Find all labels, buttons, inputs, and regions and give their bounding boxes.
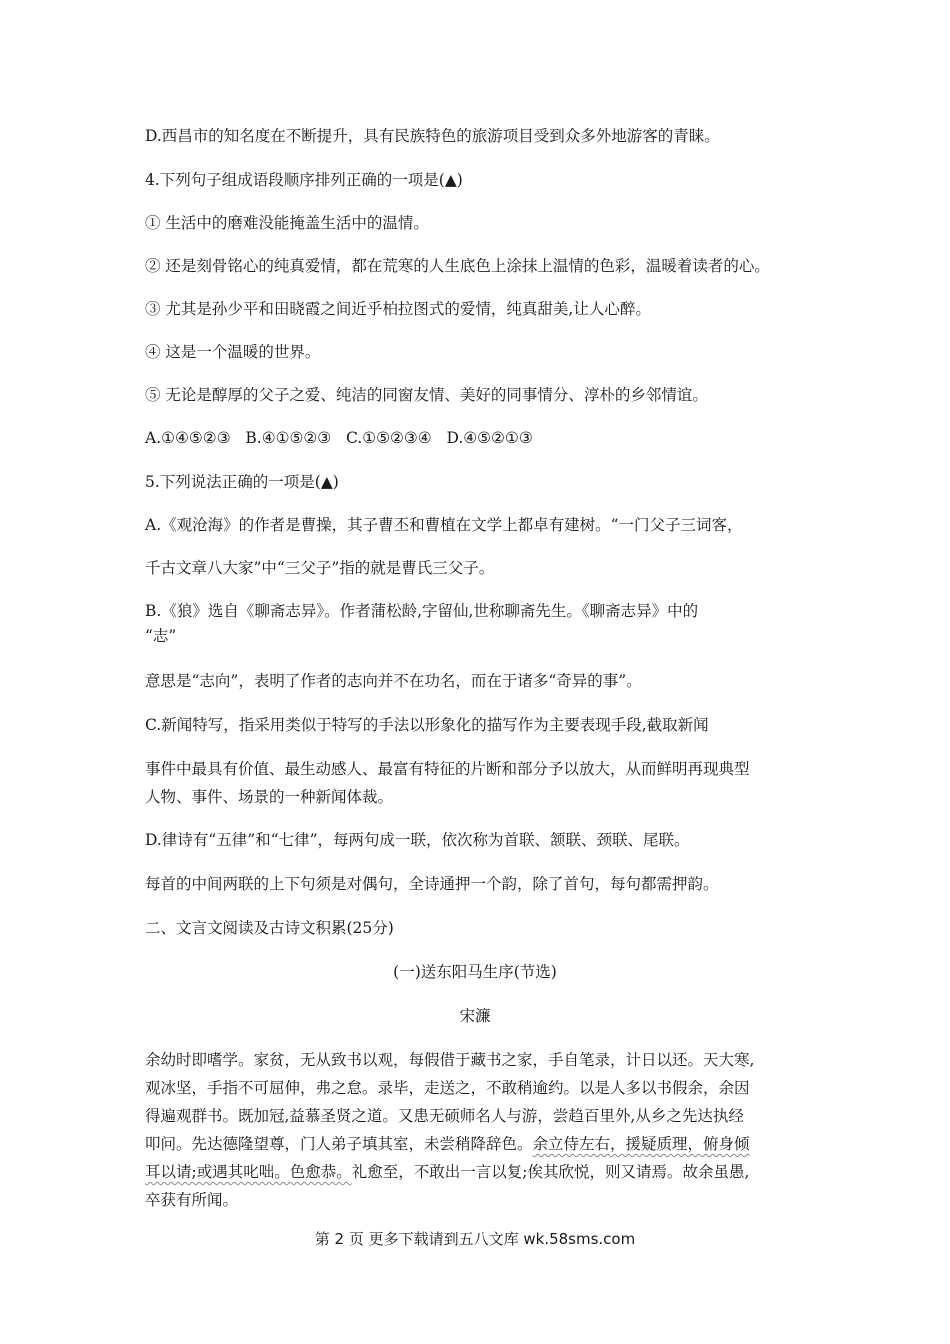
q4-sentence-4: ④ 这是一个温暖的世界。 — [145, 343, 321, 361]
q4-options: A.①④⑤②③ B.④①⑤②③ C.①⑤②③④ D.④⑤②①③ — [145, 429, 533, 447]
passage-line-1: 余幼时即嗜学。家贫，无从致书以观，每假借于藏书之家，手自笔录，计日以还。天大寒, — [145, 1051, 755, 1069]
passage-line-5-underlined: 耳以请;或遇其叱咄。色愈恭。 — [145, 1163, 352, 1181]
q4-sentence-1: ① 生活中的磨难没能掩盖生活中的温情。 — [145, 214, 429, 232]
q4-sentence-3: ③ 尤其是孙少平和田晓霞之间近乎柏拉图式的爱情，纯真甜美,让人心醉。 — [145, 300, 651, 318]
q5-line-6: C.新闻特写，指采用类似于特写的手法以形象化的描写作为主要表现手段,截取新闻 — [145, 716, 709, 734]
passage-line-6: 卒获有所闻。 — [145, 1191, 239, 1209]
q4-stem: 4.下列句子组成语段顺序排列正确的一项是(▲) — [145, 171, 463, 189]
passage-line-5-plain: 礼愈至，不敢出一言以复;俟其欣悦，则又请焉。故余虽愚, — [351, 1163, 750, 1181]
q5-line-2: 千古文章八大家”中“三父子”指的就是曹氏三父子。 — [145, 559, 495, 577]
q5-line-4: “志” — [145, 627, 177, 645]
q5-line-5: 意思是“志向”，表明了作者的志向并不在功名，而在于诸多“奇异的事”。 — [145, 672, 642, 690]
q5-line-1: A.《观沧海》的作者是曹操，其子曹丕和曹植在文学上都卓有建树。“一门父子三词客， — [145, 516, 743, 534]
q3-option-d: D.西昌市的知名度在不断提升，具有民族特色的旅游项目受到众多外地游客的青睐。 — [145, 127, 720, 145]
q5-line-7: 事件中最具有价值、最生动感人、最富有特征的片断和部分予以放大，从而鲜明再现典型 — [145, 760, 750, 778]
q5-line-8: 人物、事件、场景的一种新闻体裁。 — [145, 788, 394, 806]
q4-sentence-2: ② 还是刻骨铭心的纯真爱情，都在荒寒的人生底色上涂抹上温情的色彩，温暖着读者的心。 — [145, 257, 770, 275]
passage-line-2: 观冰坚，手指不可屈伸，弗之怠。录毕，走送之，不敢稍逾约。以是人多以书假余，余因 — [145, 1079, 750, 1097]
q4-sentence-5: ⑤ 无论是醇厚的父子之爱、纯洁的同窗友情、美好的同事情分、淳朴的乡邻情谊。 — [145, 386, 708, 404]
passage-line-5 — [145, 1161, 749, 1183]
passage-line-3: 得遍观群书。既加冠,益慕圣贤之道。又患无硕师名人与游，尝趋百里外,从乡之先达执经 — [145, 1107, 744, 1125]
passage-author: 宋濂 — [459, 1007, 491, 1025]
passage-title: (一)送东阳马生序(节选) — [393, 963, 557, 981]
q5-stem: 5.下列说法正确的一项是(▲) — [145, 473, 339, 491]
passage-line-4-underlined: 余立侍左右，援疑质理，俯身倾 — [532, 1135, 750, 1153]
passage-line-4-plain: 叩问。先达德隆望尊，门人弟子填其室，未尝稍降辞色。 — [145, 1135, 533, 1153]
section-heading: 二、文言文阅读及古诗文积累(25分) — [145, 919, 394, 937]
page-footer: 第 2 页 更多下载请到五八文库 wk.58sms.com — [314, 1230, 636, 1248]
q5-line-10: 每首的中间两联的上下句须是对偶句，全诗通押一个韵，除了首句，每句都需押韵。 — [145, 875, 719, 893]
passage-line-4 — [145, 1133, 750, 1155]
q5-line-9: D.律诗有“五律”和“七律”，每两句成一联，依次称为首联、颔联、颈联、尾联。 — [145, 831, 690, 849]
q5-line-3: B.《狼》选自《聊斋志异》。作者蒲松龄,字留仙,世称聊斋先生。《聊斋志异》中的 — [145, 602, 699, 620]
